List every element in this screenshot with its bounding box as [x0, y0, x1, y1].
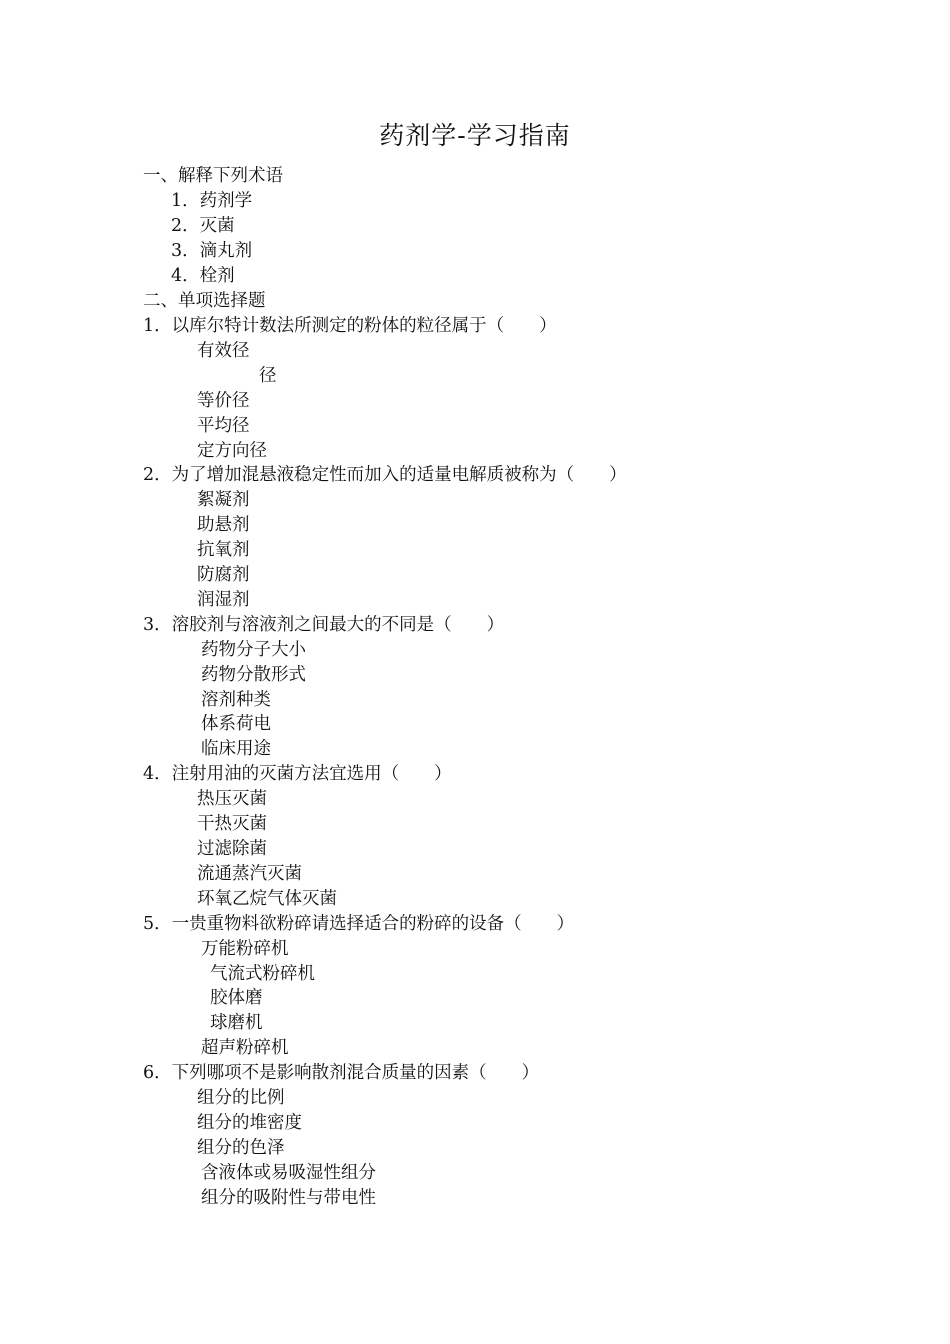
question-option: 气流式粉碎机 — [210, 964, 315, 984]
question-option: 胶体磨 — [210, 988, 263, 1008]
question-option: 润湿剂 — [197, 590, 250, 610]
question-stem: 3．溶胶剂与溶液剂之间最大的不同是（ ） — [143, 615, 505, 635]
question-stem: 6．下列哪项不是影响散剂混合质量的因素（ ） — [143, 1063, 540, 1083]
question-option: 超声粉碎机 — [201, 1038, 289, 1058]
question-option: 热压灭菌 — [197, 789, 267, 809]
question-option: 径 — [259, 366, 277, 386]
question-option: 防腐剂 — [197, 565, 250, 585]
question-option: 溶剂种类 — [201, 690, 271, 710]
section-heading-choice: 二、单项选择题 — [143, 291, 266, 311]
question-option: 药物分子大小 — [201, 640, 306, 660]
question-option: 组分的色泽 — [197, 1138, 285, 1158]
question-option: 平均径 — [197, 416, 250, 436]
page-title: 药剂学-学习指南 — [379, 121, 571, 150]
question-option: 组分的堆密度 — [197, 1113, 302, 1133]
term-item: 2．灭菌 — [171, 216, 235, 236]
question-option: 抗氧剂 — [197, 540, 250, 560]
term-item: 4．栓剂 — [171, 266, 235, 286]
question-option: 絮凝剂 — [197, 490, 250, 510]
question-option: 万能粉碎机 — [201, 939, 289, 959]
question-option: 球磨机 — [210, 1013, 263, 1033]
question-stem: 1．以库尔特计数法所测定的粉体的粒径属于（ ） — [143, 316, 557, 336]
question-stem: 2．为了增加混悬液稳定性而加入的适量电解质被称为（ ） — [143, 465, 627, 485]
question-option: 等价径 — [197, 391, 250, 411]
question-stem: 4．注射用油的灭菌方法宜选用（ ） — [143, 764, 452, 784]
question-option: 环氧乙烷气体灭菌 — [197, 889, 337, 909]
question-option: 助悬剂 — [197, 515, 250, 535]
question-stem: 5．一贵重物料欲粉碎请选择适合的粉碎的设备（ ） — [143, 914, 575, 934]
question-option: 临床用途 — [201, 739, 271, 759]
question-option: 含液体或易吸湿性组分 — [201, 1163, 376, 1183]
question-option: 药物分散形式 — [201, 665, 306, 685]
question-option: 定方向径 — [197, 441, 267, 461]
question-option: 组分的吸附性与带电性 — [201, 1188, 376, 1208]
question-option: 干热灭菌 — [197, 814, 267, 834]
question-option: 组分的比例 — [197, 1088, 285, 1108]
section-heading-terms: 一、解释下列术语 — [143, 166, 283, 186]
question-option: 体系荷电 — [201, 714, 271, 734]
question-option: 有效径 — [197, 341, 250, 361]
question-option: 过滤除菌 — [197, 839, 267, 859]
question-option: 流通蒸汽灭菌 — [197, 864, 302, 884]
term-item: 1．药剂学 — [171, 191, 253, 211]
term-item: 3．滴丸剂 — [171, 241, 253, 261]
